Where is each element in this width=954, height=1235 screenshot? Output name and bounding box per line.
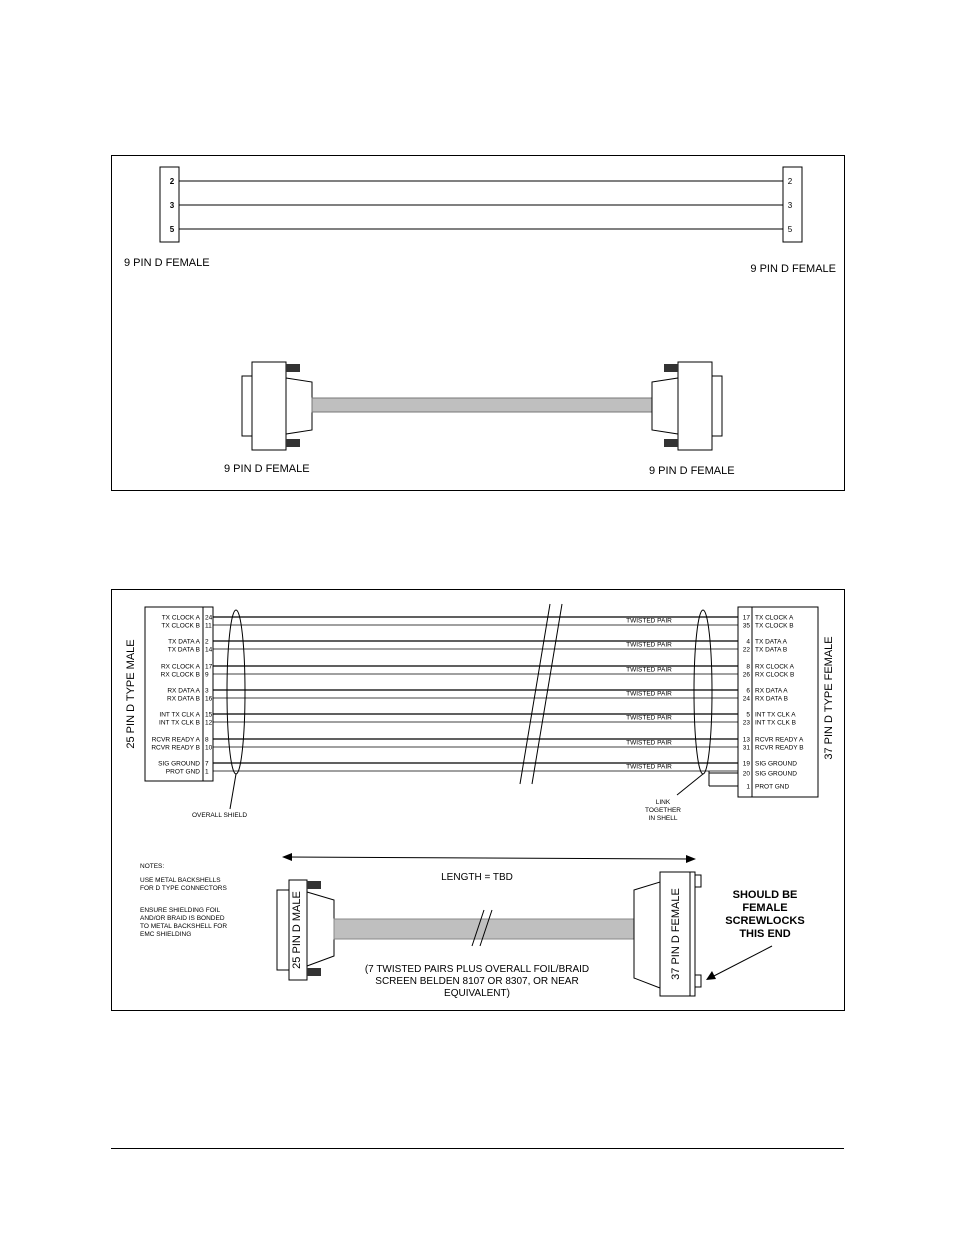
left-pin-number: 12 xyxy=(205,719,213,727)
left-signal-name: INT TX CLK B xyxy=(159,719,200,727)
right-connector-title: 37 PIN D TYPE FEMALE xyxy=(823,636,835,760)
right-pin-number: 3 xyxy=(787,201,793,210)
right-pin-number: 5 xyxy=(787,225,793,234)
left-pin-number: 14 xyxy=(205,646,213,654)
right-signal-name: TX DATA B xyxy=(755,646,788,654)
figure-2-wiring-diagram xyxy=(112,590,844,1010)
notes-heading: NOTES: xyxy=(140,863,165,870)
twisted-pair-label: TWISTED PAIR xyxy=(626,666,672,674)
note-1-line: FOR D TYPE CONNECTORS xyxy=(140,885,227,892)
left-signal-name: TX DATA B xyxy=(167,646,200,654)
right-pin-number: 24 xyxy=(742,695,750,703)
left-pin-number: 8 xyxy=(205,736,209,744)
right-signal-name: TX CLOCK A xyxy=(755,614,794,622)
left-pin-number: 2 xyxy=(169,177,175,186)
right-pin-number: 4 xyxy=(746,638,750,646)
left-pin-number: 11 xyxy=(205,622,212,630)
left-signal-name: INT TX CLK A xyxy=(159,711,200,719)
overall-shield-label: OVERALL SHIELD xyxy=(192,812,248,819)
right-pin-number: 13 xyxy=(742,736,750,744)
length-arrow-left-head xyxy=(282,853,292,861)
twisted-pair-label: TWISTED PAIR xyxy=(626,641,672,649)
left-signal-name: SIG GROUND xyxy=(158,760,200,768)
figure-2-panel xyxy=(111,589,845,1011)
left-plug-label: 25 PIN D MALE xyxy=(291,891,303,969)
right-signal-name: INT TX CLK A xyxy=(755,711,796,719)
right-pin-number: 6 xyxy=(746,687,750,695)
left-connector-title: 25 PIN D TYPE MALE xyxy=(125,639,137,749)
footer-rule xyxy=(111,1148,844,1149)
right-connector-label: 9 PIN D FEMALE xyxy=(750,263,836,275)
note-1-line: USE METAL BACKSHELLS xyxy=(140,877,221,884)
left-signal-name: RX DATA B xyxy=(167,695,200,703)
right-pin-number: 17 xyxy=(742,614,750,622)
right-signal-name: RCVR READY A xyxy=(755,736,804,744)
bottom-left-connector-label: 9 PIN D FEMALE xyxy=(224,463,310,475)
note-2-line: EMC SHIELDING xyxy=(140,931,192,938)
twisted-pair-label: TWISTED PAIR xyxy=(626,763,672,771)
right-pin-number: 8 xyxy=(746,663,750,671)
left-pin-number: 24 xyxy=(205,614,213,622)
left-pin-number: 7 xyxy=(205,760,209,768)
twisted-pair-label: TWISTED PAIR xyxy=(626,714,672,722)
left-signal-name: TX CLOCK B xyxy=(161,622,200,630)
screwlock-note-line: SCREWLOCKS xyxy=(725,915,805,927)
twisted-pair-label: TWISTED PAIR xyxy=(626,617,672,625)
right-signal-name: PROT GND xyxy=(755,783,790,791)
length-arrow-right-head xyxy=(686,855,696,863)
twisted-pair-label: TWISTED PAIR xyxy=(626,739,672,747)
right-signal-name: RX DATA B xyxy=(755,695,788,703)
right-plug-label: 37 PIN D FEMALE xyxy=(670,888,682,980)
left-db25-plug-drawing xyxy=(277,880,334,980)
left-pin-number: 1 xyxy=(205,768,209,776)
right-9pin-connector-block xyxy=(783,167,802,242)
screwlock-arrow-line xyxy=(710,946,772,978)
right-signal-name: RX CLOCK B xyxy=(755,671,795,679)
left-pin-number: 10 xyxy=(205,744,213,752)
right-pin-number: 1 xyxy=(746,783,750,791)
left-pin-number: 3 xyxy=(169,201,175,210)
right-signal-name: TX DATA A xyxy=(755,638,787,646)
note-2-line: AND/OR BRAID IS BONDED xyxy=(140,915,225,922)
link-label-line: TOGETHER xyxy=(645,807,681,814)
overall-shield-left-ellipse xyxy=(227,610,245,774)
left-signal-name: RX DATA A xyxy=(167,687,200,695)
twisted-pair-label: TWISTED PAIR xyxy=(626,690,672,698)
cable-illustration xyxy=(312,398,652,412)
left-connector-label: 9 PIN D FEMALE xyxy=(124,257,210,269)
right-db9-connector-drawing xyxy=(652,362,722,450)
right-pin-number: 35 xyxy=(742,622,750,630)
right-pin-number: 2 xyxy=(787,177,793,186)
left-pin-number: 17 xyxy=(205,663,213,671)
right-signal-name: INT TX CLK B xyxy=(755,719,796,727)
right-pin-number: 22 xyxy=(742,646,750,654)
right-pin-number: 23 xyxy=(742,719,750,727)
right-pin-number: 26 xyxy=(742,671,750,679)
right-pin-number: 31 xyxy=(742,744,750,752)
right-signal-name: SIG GROUND xyxy=(755,760,797,768)
figure-1-diagram xyxy=(112,156,844,490)
right-signal-name: RX CLOCK A xyxy=(755,663,795,671)
cable-break-mark xyxy=(532,604,562,784)
cable-note-line: (7 TWISTED PAIRS PLUS OVERALL FOIL/BRAID xyxy=(364,964,590,975)
link-label-line: LINK xyxy=(655,799,671,806)
note-2-line: ENSURE SHIELDING FOIL xyxy=(140,907,221,914)
right-signal-name: RCVR READY B xyxy=(755,744,804,752)
link-leader xyxy=(677,774,703,795)
left-signal-name: TX CLOCK A xyxy=(161,614,200,622)
screwlock-note-line: FEMALE xyxy=(742,902,788,914)
right-pin-number: 19 xyxy=(742,760,750,768)
link-label-line: IN SHELL xyxy=(648,815,678,822)
right-db37-plug-drawing xyxy=(634,872,701,996)
left-pin-number: 9 xyxy=(205,671,209,679)
cable-illustration xyxy=(334,919,634,939)
cable-note-line: EQUIVALENT) xyxy=(444,988,510,999)
cable-note-line: SCREEN BELDEN 8107 OR 8307, OR NEAR xyxy=(375,976,579,987)
right-signal-name: SIG GROUND xyxy=(755,770,797,778)
left-pin-number: 16 xyxy=(205,695,213,703)
right-signal-name: TX CLOCK B xyxy=(755,622,794,630)
figure-1-panel xyxy=(111,155,845,491)
right-pin-number: 5 xyxy=(746,711,750,719)
length-label: LENGTH = TBD xyxy=(441,872,513,883)
right-pin-number: 20 xyxy=(742,770,750,778)
screwlock-note-line: SHOULD BE xyxy=(732,889,798,901)
left-signal-name: RX CLOCK B xyxy=(160,671,200,679)
left-pin-number: 2 xyxy=(205,638,209,646)
right-signal-name: RX DATA A xyxy=(755,687,788,695)
length-arrow-line xyxy=(286,857,692,859)
overall-shield-leader xyxy=(230,774,236,809)
left-signal-name: RCVR READY B xyxy=(151,744,200,752)
left-signal-name: PROT GND xyxy=(165,768,200,776)
overall-shield-right-ellipse xyxy=(694,610,712,774)
left-signal-name: RX CLOCK A xyxy=(160,663,200,671)
left-signal-name: TX DATA A xyxy=(168,638,200,646)
left-pin-number: 3 xyxy=(205,687,209,695)
bottom-right-connector-label: 9 PIN D FEMALE xyxy=(649,465,735,477)
left-pin-number: 5 xyxy=(169,225,175,234)
left-pin-number: 15 xyxy=(205,711,213,719)
left-signal-name: RCVR READY A xyxy=(151,736,200,744)
left-db9-connector-drawing xyxy=(242,362,312,450)
cable-break-mark xyxy=(520,604,550,784)
screwlock-note-line: THIS END xyxy=(739,928,791,940)
note-2-line: TO METAL BACKSHELL FOR xyxy=(140,923,228,930)
